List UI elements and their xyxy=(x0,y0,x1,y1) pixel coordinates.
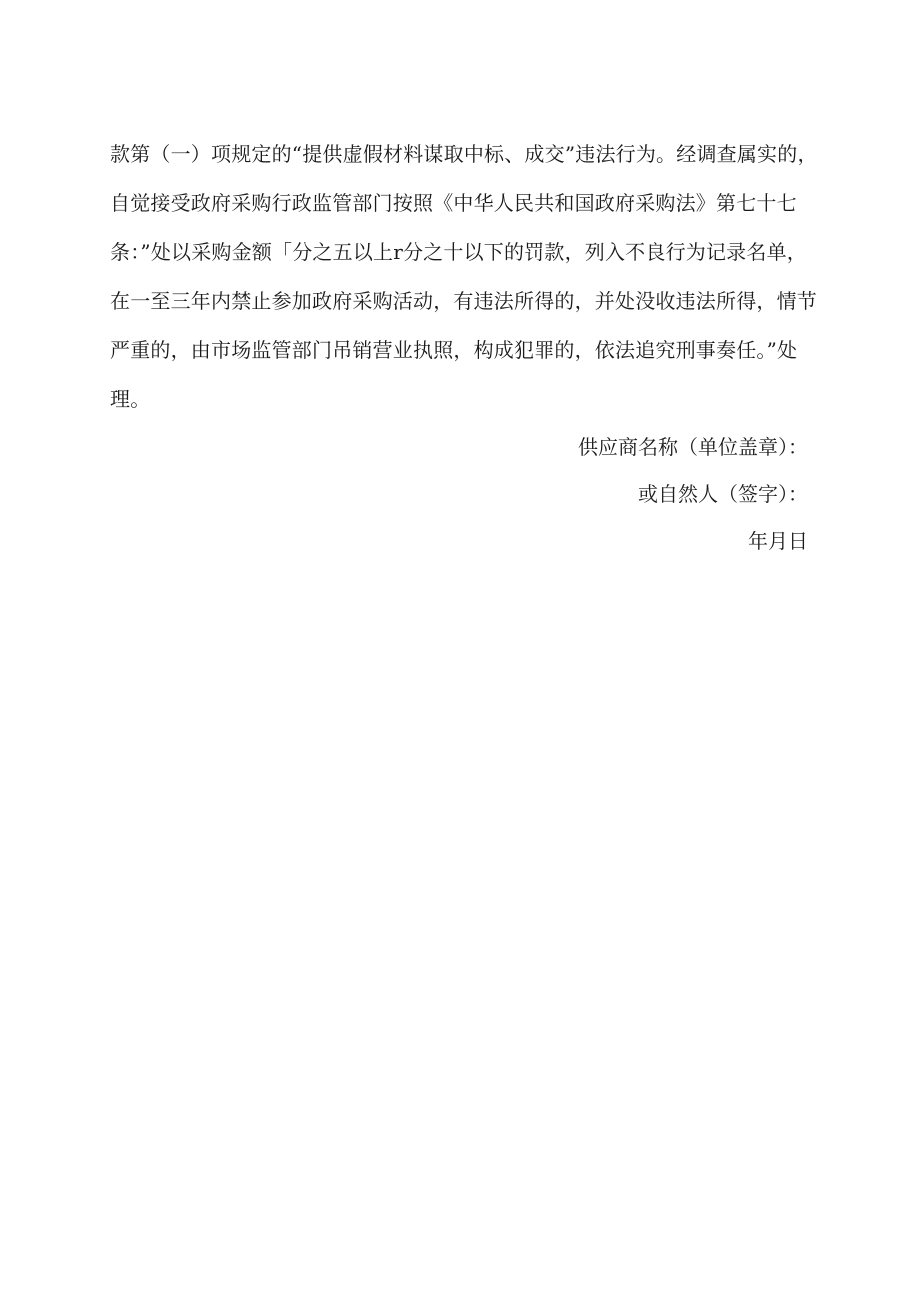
paragraph-line: 理。 xyxy=(110,387,151,411)
commitment-paragraph xyxy=(110,130,830,424)
paragraph-line: 自觉接受政府采购行政监管部门按照《中华人民共和国政府采购法》第七十七 xyxy=(110,191,797,215)
supplier-seal-label: 供应商名称（单位盖章）： xyxy=(578,435,808,459)
paragraph-line: 严重的，由市场监管部门吊销营业执照，构成犯罪的，依法追究刑事奏任。”处 xyxy=(110,338,798,362)
person-signature-label: 或自然人（签字）： xyxy=(638,482,808,506)
paragraph-line: 款第（一）项规定的“提供虚假材料谋取中标、成交”违法行为。经调查属实的， xyxy=(110,142,818,166)
paragraph-line: 条：”处以采购金额「分之五以上r分之十以下的罚款，列入不良行为记录名单， xyxy=(110,240,807,264)
signature-block xyxy=(578,424,808,565)
date-label: 年月日 xyxy=(748,529,808,553)
paragraph-line: 在一至三年内禁止参加政府采购活动，有违法所得的，并处没收违法所得，情节 xyxy=(110,289,817,313)
